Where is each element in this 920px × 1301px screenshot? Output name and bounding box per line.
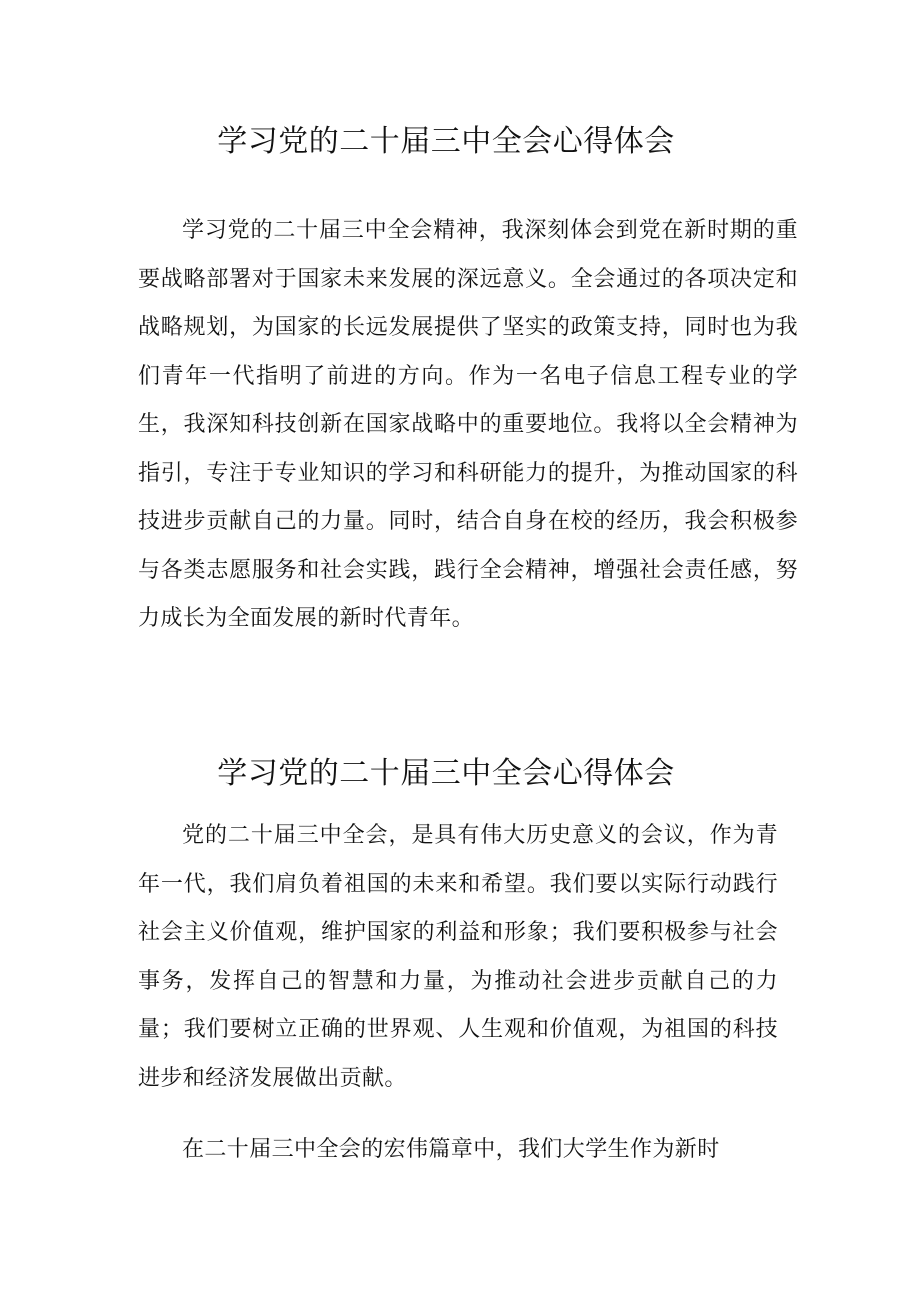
section-2-paragraph-2: 在二十届三中全会的宏伟篇章中，我们大学生作为新时	[182, 1137, 720, 1162]
section-1-title: 学习党的二十届三中全会心得体会	[217, 124, 675, 159]
section-2-title: 学习党的二十届三中全会心得体会	[217, 756, 675, 791]
section-2-paragraph-1: 党的二十届三中全会，是具有伟大历史意义的会议，作为青年一代，我们肩负着祖国的未来和希望。我们要以实际行动践行社会主义价值观，维护国家的利益和形象；我们要积极参与社会事务，发挥自己的智慧和力量，为推动社会进步贡献自己的力量；我们要树立正确的世界观、人生观和价值观，为祖国的科技进步和经济发展做出贡献。	[138, 823, 778, 1091]
section-1-paragraph-1: 学习党的二十届三中全会精神，我深刻体会到党在新时期的重要战略部署对于国家未来发展的深远意义。全会通过的各项决定和战略规划，为国家的长远发展提供了坚实的政策支持，同时也为我们青年一代指明了前进的方向。作为一名电子信息工程专业的学生，我深知科技创新在国家战略中的重要地位。我将以全会精神为指引，专注于专业知识的学习和科研能力的提升，为推动国家的科技进步贡献自己的力量。同时，结合自身在校的经历，我会积极参与各类志愿服务和社会实践，践行全会精神，增强社会责任感，努力成长为全面发展的新时代青年。	[138, 218, 798, 631]
